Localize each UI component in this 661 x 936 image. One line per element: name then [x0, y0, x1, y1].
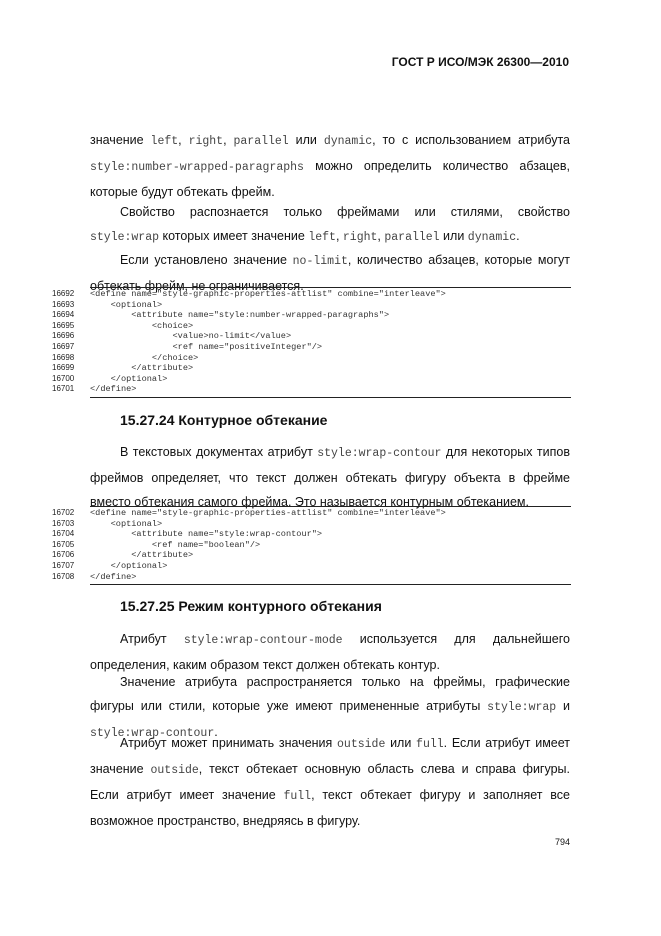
code-text: </choice> [90, 352, 199, 363]
code-text: </optional> [90, 373, 168, 384]
page-number: 794 [555, 837, 571, 847]
document-header: ГОСТ Р ИСО/МЭК 26300—2010 [391, 55, 569, 69]
code-text: <optional> [90, 299, 163, 310]
code-line [52, 529, 571, 540]
paragraph-wrap-contour: В текстовых документах атрибут style:wrap-contour для некоторых типов фреймов определяет, что текст должен обтекать фигуру объекта в фрейме вместо обтекания самого фрейма. Это называется контурным обтеканием. [90, 445, 570, 509]
code-text: </attribute> [90, 363, 194, 374]
code-line [52, 300, 571, 311]
code-line [52, 321, 571, 332]
code-text: <define name="style-graphic-properties-attlist" combine="interleave"> [90, 289, 446, 299]
line-number: 16706 [52, 550, 75, 560]
line-number: 16694 [52, 310, 75, 320]
line-number: 16693 [52, 299, 75, 309]
code-rule-bottom [90, 584, 571, 585]
code-line [52, 353, 571, 364]
code-text: <attribute name="style:number-wrapped-paragraphs"> [90, 310, 390, 321]
paragraph-contour-mode: Атрибут style:wrap-contour-mode используется для дальнейшего определения, каким образом текст должен обтекать контур. [90, 632, 570, 672]
paragraph-property-recognition: Свойство распознается только фреймами или стилями, свойство style:wrap которых имеет значение left, right, parallel или dynamic. [90, 205, 570, 244]
line-number: 16702 [52, 508, 75, 517]
section-heading-contour-mode: 15.27.25 Режим контурного обтекания [120, 598, 382, 614]
code-line [52, 363, 571, 374]
line-number: 16692 [52, 289, 75, 298]
code-text: <value>no-limit</value> [90, 331, 292, 342]
line-number: 16700 [52, 373, 75, 383]
code-text: </optional> [90, 560, 168, 571]
line-number: 16703 [52, 518, 75, 528]
line-number: 16707 [52, 560, 75, 570]
code-line [52, 519, 571, 530]
code-text: </attribute> [90, 550, 194, 561]
code-line [52, 384, 571, 395]
code-line [52, 540, 571, 551]
code-block-wrap-contour [52, 508, 571, 582]
code-rule-top [90, 287, 571, 288]
line-number: 16696 [52, 331, 75, 341]
line-number: 16708 [52, 571, 75, 581]
paragraph-number-wrapped: значение left, right, parallel или dynamic, то с использованием атрибута style:number-wrapped-paragraphs можно определить количество абзацев, которые будут обтекать фрейм. [90, 133, 570, 199]
paragraph-attribute-scope: Значение атрибута распространяется только на фреймы, графические фигуры или стили, которые уже имеют примененные атрибуты style:wrap и style:wrap-contour. [90, 675, 570, 740]
code-line [52, 561, 571, 572]
code-line [52, 572, 571, 583]
code-line [52, 342, 571, 353]
code-line [52, 331, 571, 342]
paragraph-attribute-values: Атрибут может принимать значения outside или full. Если атрибут имеет значение outside, текст обтекает основную область слева и справа фигуры. Если атрибут имеет значение full, текст обтекает фигуру и заполняет все возможное пространство, внедряясь в фигуру. [90, 736, 571, 828]
line-number: 16697 [52, 341, 75, 351]
code-line [52, 508, 571, 519]
line-number: 16704 [52, 529, 75, 539]
code-text: <choice> [90, 320, 194, 331]
code-text: <define name="style-graphic-properties-attlist" combine="interleave"> [90, 508, 446, 518]
code-line [52, 550, 571, 561]
section-heading-contour-wrap: 15.27.24 Контурное обтекание [120, 412, 328, 428]
code-text: <ref name="boolean"/> [90, 539, 261, 550]
line-number: 16705 [52, 539, 75, 549]
line-number: 16698 [52, 352, 75, 362]
code-text: </define> [90, 384, 137, 395]
code-text: <optional> [90, 518, 163, 529]
line-number: 16699 [52, 363, 75, 373]
code-line [52, 289, 571, 300]
code-text: </define> [90, 571, 137, 582]
code-rule-bottom [90, 397, 571, 398]
code-text: <ref name="positiveInteger"/> [90, 341, 323, 352]
code-line [52, 310, 571, 321]
code-block-number-wrapped [52, 289, 571, 395]
line-number: 16701 [52, 384, 75, 394]
paragraph-no-limit: Если установлено значение no-limit, количество абзацев, которые могут обтекать фрейм, не ограничивается. [90, 253, 570, 293]
code-line [52, 374, 571, 385]
code-rule-top [90, 506, 571, 507]
line-number: 16695 [52, 320, 75, 330]
code-text: <attribute name="style:wrap-contour"> [90, 529, 323, 540]
